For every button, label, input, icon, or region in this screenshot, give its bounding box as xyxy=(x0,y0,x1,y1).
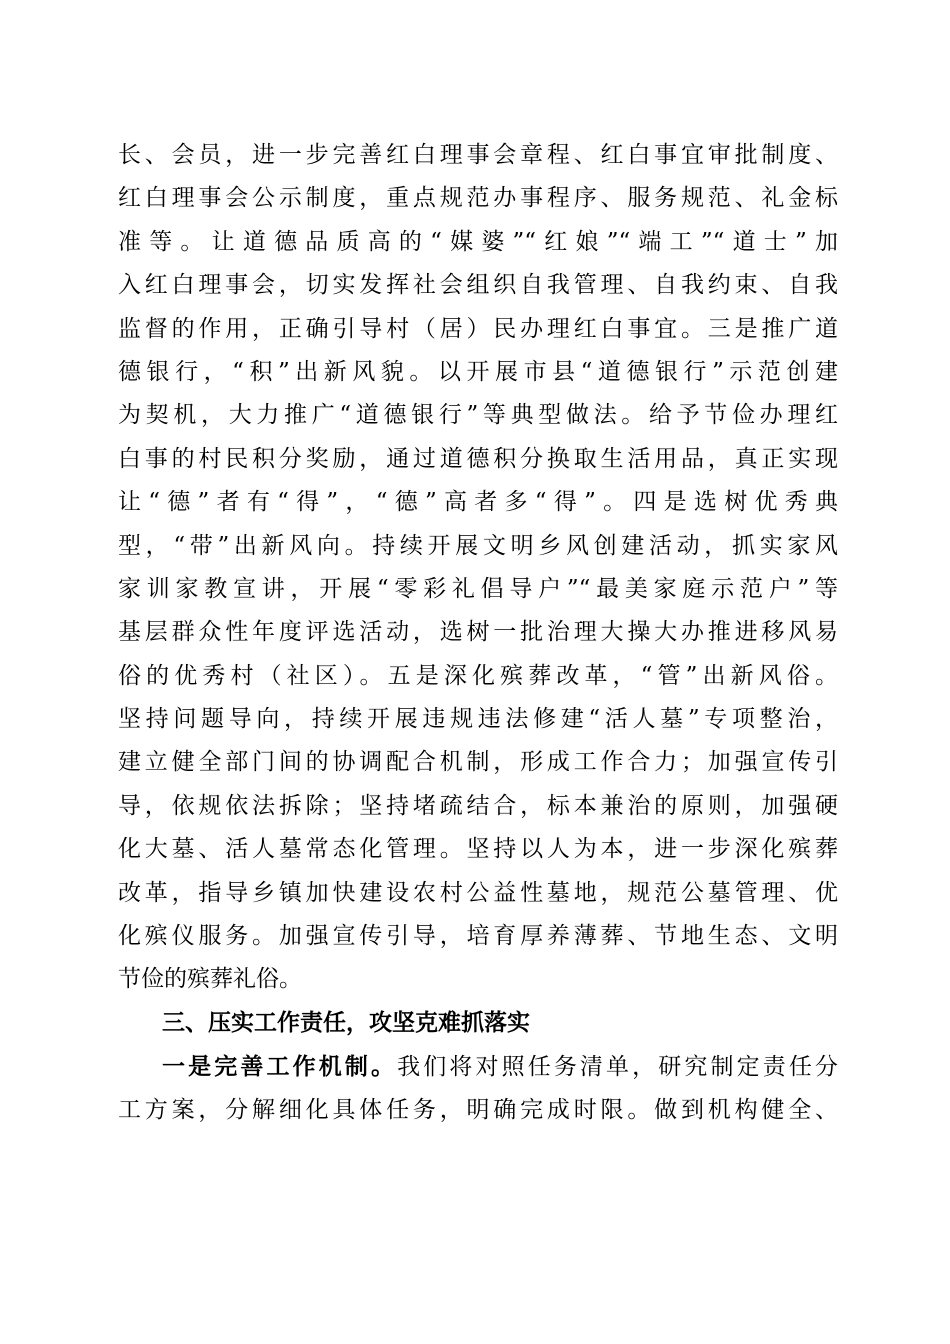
paragraph-reform-measures xyxy=(118,134,838,1002)
paragraph-lead-phrase: 一是完善工作机制。 xyxy=(162,1053,398,1081)
text-line: 监督的作用，正确引导村（居）民办理红白事宜。三是推广道 xyxy=(118,315,838,342)
text-line: 工方案，分解细化具体任务，明确完成时限。做到机构健全、 xyxy=(118,1096,838,1123)
text-line-first xyxy=(118,1045,838,1088)
text-line: 型，“带”出新风向。持续开展文明乡风创建活动，抓实家风 xyxy=(118,532,838,559)
text-line: 俗的优秀村（社区）。五是深化殡葬改革，“管”出新风俗。 xyxy=(118,662,838,689)
text-line: 德银行，“积”出新风貌。以开展市县“道德银行”示范创建 xyxy=(118,358,838,385)
text-line: 为契机，大力推广“道德银行”等典型做法。给予节俭办理红 xyxy=(118,402,838,429)
text-line: 准等。让道德品质高的“媒婆”“红娘”“端工”“道士”加 xyxy=(118,228,838,255)
paragraph-work-mechanism xyxy=(118,1045,838,1132)
document-body xyxy=(118,134,838,1132)
text-line: 基层群众性年度评选活动，选树一批治理大操大办推进移风易 xyxy=(118,619,838,646)
text-line: 导，依规依法拆除；坚持堵疏结合，标本兼治的原则，加强硬 xyxy=(118,792,838,819)
text-line: 化大墓、活人墓常态化管理。坚持以人为本，进一步深化殡葬 xyxy=(118,836,838,863)
text-line: 化殡仪服务。加强宣传引导，培育厚养薄葬、节地生态、文明 xyxy=(118,923,838,950)
text-line: 坚持问题导向，持续开展违规违法修建“活人墓”专项整治， xyxy=(118,706,838,733)
text-line: 红白理事会公示制度，重点规范办事程序、服务规范、礼金标 xyxy=(118,185,838,212)
text-line: 白事的村民积分奖励，通过道德积分换取生活用品，真正实现 xyxy=(118,445,838,472)
text-line-last: 节俭的殡葬礼俗。 xyxy=(118,966,302,993)
text-line: 入红白理事会，切实发挥社会组织自我管理、自我约束、自我 xyxy=(118,272,838,299)
text-line: 家训家教宣讲，开展“零彩礼倡导户”“最美家庭示范户”等 xyxy=(118,575,838,602)
section-heading: 三、压实工作责任，攻坚克难抓落实 xyxy=(162,1009,530,1036)
text-line: 改革，指导乡镇加快建设农村公益性墓地，规范公墓管理、优 xyxy=(118,879,838,906)
text-line: 建立健全部门间的协调配合机制，形成工作合力；加强宣传引 xyxy=(118,749,838,776)
text-line: 长、会员，进一步完善红白理事会章程、红白事宜审批制度、 xyxy=(118,142,838,168)
paragraph-first-line-rest: 我们将对照任务清单，研究制定责任分 xyxy=(397,1054,839,1081)
text-line: 让“德”者有“得”，“德”高者多“得”。四是选树优秀典 xyxy=(118,489,838,516)
